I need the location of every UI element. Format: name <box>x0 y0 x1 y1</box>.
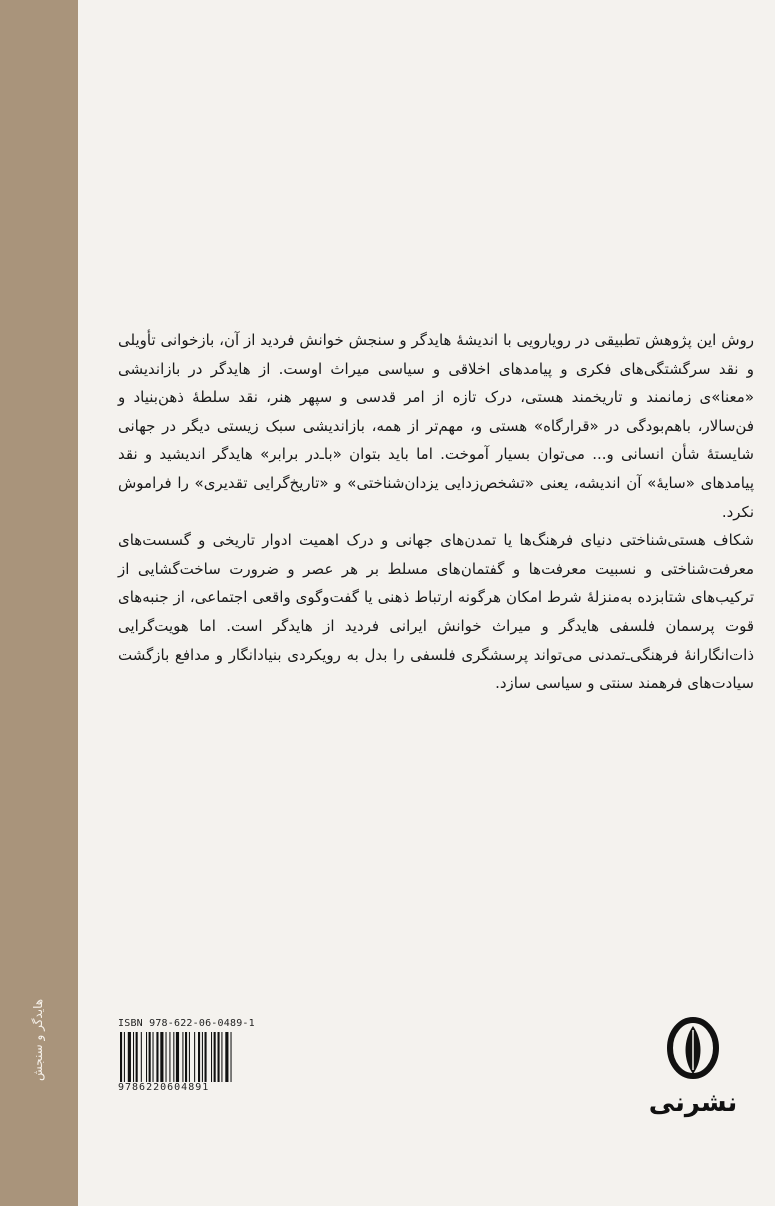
back-cover <box>78 0 775 1206</box>
blurb-paragraph-2: شکاف هستی‌شناختی دنیای فرهنگ‌ها یا تمدن‌های جهانی و درک اهمیت ادوار تاریخی و گسست‌های معرفت‌شناختی و نسبیت معرفت‌ها و گفتمان‌های مسلط بر هر عصر و ضرورت ساخت‌گشایی از ترکیب‌های شتابزده به‌منزلهٔ شرط امکان هرگونه ارتباط ذهنی یا گفت‌وگوی واقعی اجتماعی، از جنبه‌های قوت پرسمان فلسفی هایدگر و میراث خوانش ایرانی فردید از هایدگر است. اما هویت‌گرایی ذات‌انگارانهٔ فرهنگی‌ـ‌تمدنی می‌تواند پرسشگری فلسفی را بدل به رویکردی بنیادانگار و مدافع بازگشت سیادت‌های فرهمند سنتی و سیاسی سازد. <box>118 531 754 693</box>
blurb-paragraph-1: روش این پژوهش تطبیقی در رویارویی با اندیشهٔ هایدگر و سنجش خوانش فردید از آن، بازخوانی تأویلی و نقد سرگشتگی‌های فکری و پیامدهای اخلاقی و سیاسی میراث اوست. از هایدگر در بازاندیشی «معنا»ی زمانمند و تاریخمند هستی، درک تازه از امر قدسی و سپهر هنر، نقد سلطهٔ ذهن‌بنیاد و فن‌سالار، باهم‌بودگی در «قرارگاه» هستی و، مهم‌تر از همه، بازاندیشی سبک زیستی دیگر در جهانی شایستهٔ شأن انسانی و... می‌توان بسیار آموخت. اما باید بتوان «با‌ـ‌در برابر» هایدگر اندیشید و نقد پیامدهای «سایهٔ» آن اندیشه، یعنی «تشخص‌زدایی یزدان‌شناختی» و «تاریخ‌گرایی تقدیری» را فراموش نکرد. <box>118 331 754 521</box>
spine-title-text: هایدگر و سنجش <box>31 998 45 1082</box>
isbn-barcode <box>118 1018 288 1101</box>
spine-title <box>0 998 78 1082</box>
reed-pen-leaf-icon <box>663 1016 723 1086</box>
publisher-name: نشرنی <box>648 1088 738 1118</box>
blurb <box>118 326 754 698</box>
barcode-icon <box>118 1032 276 1082</box>
publisher-logo <box>633 1016 753 1136</box>
book-spine <box>0 0 78 1206</box>
isbn-label: ISBN 978-622-06-0489-1 <box>118 1018 255 1029</box>
barcode-digits: 9786220604891 <box>118 1082 210 1093</box>
